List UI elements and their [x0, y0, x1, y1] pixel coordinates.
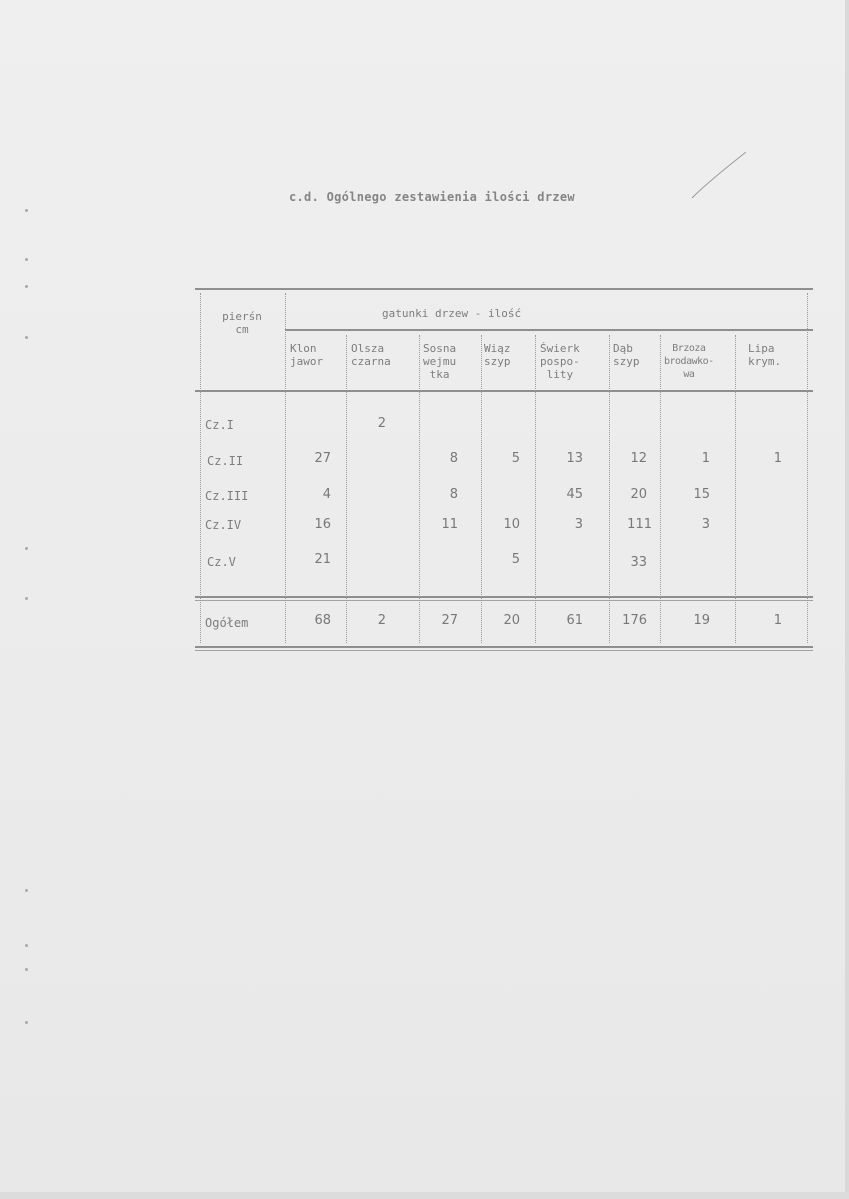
column-separator — [285, 293, 287, 643]
col-header-olsza: Olsza czarna — [351, 342, 391, 368]
punch-hole-mark — [25, 968, 28, 971]
group-header-rule — [285, 329, 813, 331]
row-label: Cz.I — [205, 418, 234, 432]
punch-hole-mark — [25, 1021, 28, 1024]
column-separator — [660, 335, 662, 643]
punch-hole-mark — [25, 336, 28, 339]
table-top-rule — [195, 288, 813, 290]
total-label: Ogółem — [205, 616, 249, 630]
group-header-species: gatunki drzew - ilość — [382, 307, 522, 320]
cell: 33 — [630, 555, 647, 570]
col-header-klon: Klon jawor — [290, 342, 324, 368]
column-separator — [200, 293, 202, 643]
column-separator — [419, 335, 421, 643]
cell: 16 — [314, 517, 331, 532]
row-label: Cz.II — [207, 454, 244, 468]
row-label: Cz.IV — [205, 518, 242, 532]
col-header-wiaz: Wiąz szyp — [484, 342, 511, 368]
punch-hole-mark — [25, 258, 28, 261]
total-cell: 1 — [773, 613, 782, 628]
cell: 15 — [693, 487, 710, 502]
row-label: Cz.III — [205, 489, 249, 503]
pencil-mark — [690, 150, 750, 200]
cell: 13 — [566, 451, 583, 466]
punch-hole-mark — [25, 944, 28, 947]
page-title: c.d. Ogólnego zestawienia ilości drzew — [289, 190, 575, 204]
cell: 4 — [322, 487, 331, 502]
total-cell: 20 — [503, 613, 520, 628]
col-header-lipa: Lipa krym. — [748, 342, 782, 368]
cell: 8 — [449, 451, 458, 466]
punch-hole-mark — [25, 285, 28, 288]
total-cell: 61 — [566, 613, 583, 628]
cell: 111 — [627, 517, 652, 532]
header-bottom-rule — [195, 390, 813, 392]
column-separator — [481, 335, 483, 643]
cell: 45 — [566, 487, 583, 502]
cell: 3 — [701, 517, 710, 532]
cell: 12 — [630, 451, 647, 466]
column-separator — [535, 335, 537, 643]
cell: 1 — [773, 451, 782, 466]
row-header-diameter: pierśn cm — [222, 310, 262, 336]
total-cell: 19 — [693, 613, 710, 628]
column-separator — [735, 335, 737, 643]
cell: 8 — [449, 487, 458, 502]
paper-edge — [845, 0, 849, 1199]
cell: 2 — [377, 416, 386, 431]
punch-hole-mark — [25, 889, 28, 892]
col-header-swierk: Świerk pospo- lity — [540, 342, 580, 381]
col-header-brzoza: Brzoza brodawko- wa — [664, 343, 714, 380]
cell: 20 — [630, 487, 647, 502]
col-header-sosna: Sosna wejmu tka — [423, 342, 457, 381]
cell: 1 — [701, 451, 710, 466]
col-header-dab: Dąb szyp — [613, 342, 640, 368]
column-separator — [346, 335, 348, 643]
total-cell: 68 — [314, 613, 331, 628]
table-bottom-rule-2 — [195, 650, 813, 651]
total-cell: 176 — [622, 613, 647, 628]
total-cell: 27 — [441, 613, 458, 628]
cell: 27 — [314, 451, 331, 466]
row-label: Cz.V — [207, 555, 236, 569]
paper-bottom-edge — [0, 1192, 849, 1199]
cell: 21 — [314, 552, 331, 567]
table-bottom-rule — [195, 646, 813, 648]
punch-hole-mark — [25, 547, 28, 550]
cell: 3 — [574, 517, 583, 532]
cell: 10 — [503, 517, 520, 532]
column-separator — [609, 335, 611, 643]
punch-hole-mark — [25, 597, 28, 600]
cell: 5 — [511, 451, 520, 466]
column-separator — [807, 293, 809, 643]
cell: 5 — [511, 552, 520, 567]
total-top-rule-2 — [195, 600, 813, 601]
cell: 11 — [441, 517, 458, 532]
total-top-rule — [195, 596, 813, 598]
total-cell: 2 — [377, 613, 386, 628]
punch-hole-mark — [25, 209, 28, 212]
